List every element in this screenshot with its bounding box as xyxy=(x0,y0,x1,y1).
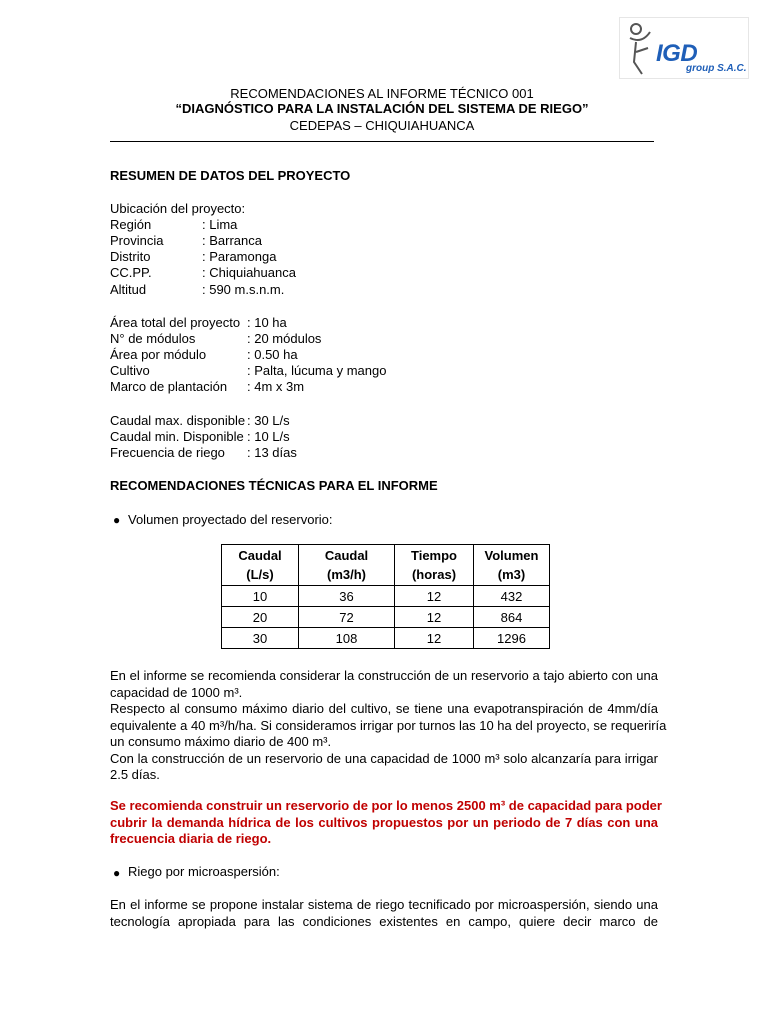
report-title: RECOMENDACIONES AL INFORME TÉCNICO 001 xyxy=(230,86,534,101)
paragraph-line: En el informe se propone instalar sistema de riego tecnificado por microaspersión, siendo una xyxy=(110,897,658,912)
field-label: Provincia xyxy=(110,233,164,248)
logo-subtitle: group S.A.C. xyxy=(686,63,747,74)
report-subtitle: “DIAGNÓSTICO PARA LA INSTALACIÓN DEL SISTEMA DE RIEGO” xyxy=(175,101,589,116)
paragraph-line: 2.5 días. xyxy=(110,767,160,782)
table-cell: 12 xyxy=(395,628,474,649)
paragraph-microaspersion xyxy=(110,897,658,930)
table-cell: 30 xyxy=(222,628,299,649)
field-value: : Barranca xyxy=(202,233,262,248)
field-value: : Chiquiahuanca xyxy=(202,265,296,280)
paragraph-line: cubrir la demanda hídrica de los cultivos propuestos por un periodo de 7 días con una xyxy=(110,814,658,830)
field-value: : 590 m.s.n.m. xyxy=(202,282,285,297)
field-value: : 10 L/s xyxy=(247,429,290,444)
field-label: Área total del proyecto xyxy=(110,315,241,330)
table-cell: 20 xyxy=(222,607,299,628)
paragraph-line: equivalente a 40 m³/h/ha. Si consideramos irrigar por turnos las 10 ha del proyecto, se requeriría xyxy=(110,717,667,733)
flow-row xyxy=(110,429,290,444)
field-label: Marco de plantación xyxy=(110,379,228,394)
location-heading: Ubicación del proyecto: xyxy=(110,201,246,216)
table-cell: 36 xyxy=(299,586,395,607)
company-logo xyxy=(619,17,749,79)
field-label: Distrito xyxy=(110,249,151,264)
logo-brand: IGD xyxy=(656,40,698,67)
table-cell: 10 xyxy=(222,586,299,607)
table-row xyxy=(222,628,550,649)
table-cell: 12 xyxy=(395,586,474,607)
field-value: : 0.50 ha xyxy=(247,347,298,362)
paragraph-line: Respecto al consumo máximo diario del cultivo, se tiene una evapotranspiración de 4mm/día xyxy=(110,701,658,716)
field-label: Caudal min. Disponible xyxy=(110,429,244,444)
field-value: : Paramonga xyxy=(202,249,277,264)
paragraph-reservorio xyxy=(110,668,667,784)
bullet-icon: ● xyxy=(113,866,121,880)
flow-row xyxy=(110,445,297,460)
report-client: CEDEPAS – CHIQUIAHUANCA xyxy=(289,118,475,133)
table-cell: 12 xyxy=(395,607,474,628)
location-row xyxy=(110,282,284,297)
location-row xyxy=(110,233,262,248)
bullet-volumen: Volumen proyectado del reservorio: xyxy=(128,512,333,527)
table-cell: 108 xyxy=(299,628,395,649)
field-value: : Palta, lúcuma y mango xyxy=(247,363,387,378)
paragraph-line: frecuencia diaria de riego. xyxy=(110,831,272,846)
paragraph-line: En el informe se recomienda considerar la construcción de un reservorio a tajo abierto con una xyxy=(110,668,658,683)
flow-row xyxy=(110,413,290,428)
project-row xyxy=(110,315,287,330)
paragraph-line: Con la construcción de un reservorio de una capacidad de 1000 m³ solo alcanzaría para irrigar xyxy=(110,750,658,766)
field-label: N° de módulos xyxy=(110,331,196,346)
table-row xyxy=(222,607,550,628)
paragraph-line: capacidad de 1000 m³. xyxy=(110,684,243,700)
field-value: : 4m x 3m xyxy=(247,379,305,394)
column-header: Tiempo (horas) xyxy=(395,545,474,586)
field-value: : Lima xyxy=(202,217,238,232)
project-row xyxy=(110,347,298,362)
column-header: Caudal (L/s) xyxy=(222,545,299,586)
table-row xyxy=(222,586,550,607)
field-label: Área por módulo xyxy=(110,347,207,362)
bullet-microaspersion: Riego por microaspersión: xyxy=(128,864,280,879)
field-label: Región xyxy=(110,217,152,232)
field-value: : 30 L/s xyxy=(247,413,290,428)
field-value: : 10 ha xyxy=(247,315,287,330)
table-cell: 72 xyxy=(299,607,395,628)
paragraph-line: tecnología apropiada para las condiciones existentes en campo, quiere decir marco de xyxy=(110,913,658,929)
field-value: : 13 días xyxy=(247,445,297,460)
reservoir-volume-table xyxy=(221,544,550,649)
field-label: CC.PP. xyxy=(110,265,152,280)
project-row xyxy=(110,331,321,346)
location-row xyxy=(110,265,296,280)
project-row xyxy=(110,379,304,394)
field-label: Caudal max. disponible xyxy=(110,413,246,428)
paragraph-line: Se recomienda construir un reservorio de por lo menos 2500 m³ de capacidad para poder xyxy=(110,798,662,813)
bullet-icon: ● xyxy=(113,513,121,527)
paragraph-line: un consumo máximo diario de 400 m³. xyxy=(110,734,332,749)
table-cell: 432 xyxy=(474,586,550,607)
table-header-row xyxy=(222,545,550,586)
field-label: Frecuencia de riego xyxy=(110,445,225,460)
field-label: Cultivo xyxy=(110,363,150,378)
field-value: : 20 módulos xyxy=(247,331,322,346)
table-cell: 864 xyxy=(474,607,550,628)
paragraph-highlight xyxy=(110,798,662,848)
field-label: Altitud xyxy=(110,282,147,297)
location-row xyxy=(110,249,276,264)
column-header: Caudal (m3/h) xyxy=(299,545,395,586)
project-row xyxy=(110,363,386,378)
table-cell: 1296 xyxy=(474,628,550,649)
section-title-resumen: RESUMEN DE DATOS DEL PROYECTO xyxy=(110,168,351,183)
location-row xyxy=(110,217,237,232)
column-header: Volumen (m3) xyxy=(474,545,550,586)
section-title-recomendaciones: RECOMENDACIONES TÉCNICAS PARA EL INFORME xyxy=(110,478,438,493)
header-divider xyxy=(110,141,654,142)
